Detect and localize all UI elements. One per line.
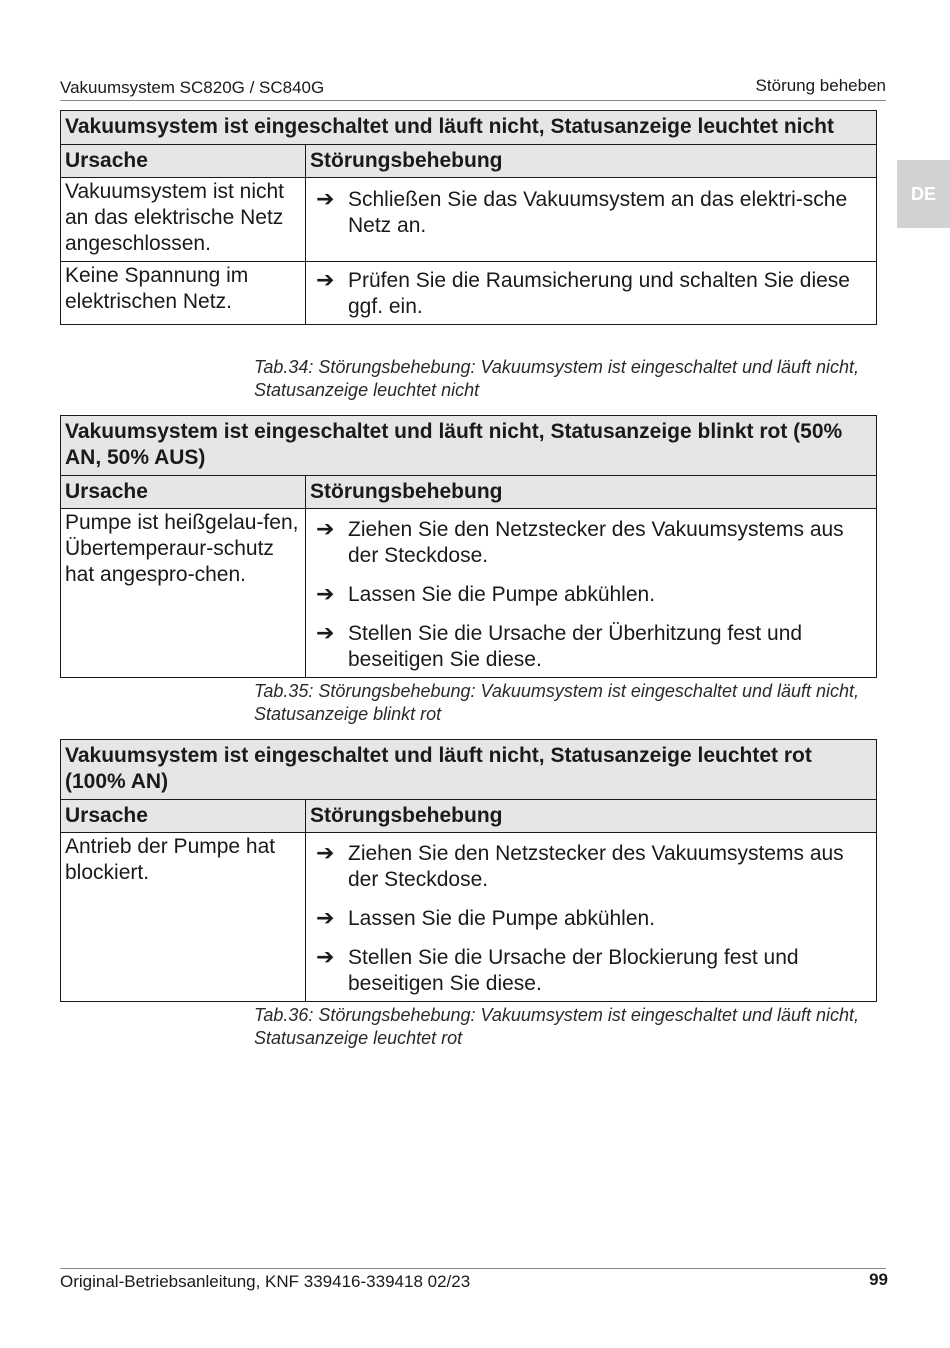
troubleshooting-table-34 (60, 110, 877, 325)
table-caption: Tab.35: Störungsbehebung: Vakuumsystem ist eingeschaltet und läuft nicht, Statusanzeige blinkt rot (254, 681, 860, 724)
column-header-remedy: Störungsbehebung (306, 800, 877, 833)
table-caption: Tab.36: Störungsbehebung: Vakuumsystem ist eingeschaltet und läuft nicht, Statusanzeige leuchtet rot (254, 1005, 860, 1048)
arrow-right-icon: ➔ (316, 187, 335, 212)
remedy-step (314, 582, 872, 608)
header-divider (60, 100, 886, 101)
remedy-step-text: Ziehen Sie den Netzstecker des Vakuumsystems aus der Steckdose. (348, 842, 844, 891)
table-row (61, 509, 877, 678)
arrow-right-icon: ➔ (316, 841, 335, 866)
table-row (61, 262, 877, 325)
remedy-step (314, 621, 872, 673)
cause-text: Keine Spannung im elektrischen Netz. (61, 262, 306, 325)
remedy-step-text: Prüfen Sie die Raumsicherung und schalten Sie diese ggf. ein. (348, 269, 850, 318)
running-header-title: Vakuumsystem SC820G / SC840G (60, 78, 325, 97)
remedy-cell (306, 178, 877, 262)
remedy-step-text: Ziehen Sie den Netzstecker des Vakuumsystems aus der Steckdose. (348, 518, 844, 567)
troubleshooting-table-36 (60, 739, 877, 1002)
remedy-step-text: Lassen Sie die Pumpe abkühlen. (348, 583, 656, 606)
arrow-right-icon: ➔ (316, 268, 335, 293)
remedy-step (314, 906, 872, 932)
table-title: Vakuumsystem ist eingeschaltet und läuft nicht, Statusanzeige blinkt rot (50% AN, 50% AUS) (61, 416, 877, 476)
language-tab: DE (897, 160, 950, 228)
page-number: 99 (869, 1270, 888, 1289)
remedy-cell (306, 509, 877, 678)
arrow-right-icon: ➔ (316, 906, 335, 931)
remedy-cell (306, 262, 877, 325)
table-caption: Tab.34: Störungsbehebung: Vakuumsystem ist eingeschaltet und läuft nicht, Statusanzeige leuchtet nicht (254, 357, 860, 400)
remedy-step (314, 268, 872, 320)
column-header-remedy: Störungsbehebung (306, 476, 877, 509)
footer-document-reference: Original-Betriebsanleitung, KNF 339416-339418 02/23 (60, 1272, 471, 1291)
remedy-cell (306, 833, 877, 1002)
remedy-step (314, 187, 872, 239)
troubleshooting-table-35 (60, 415, 877, 678)
table-row (61, 833, 877, 1002)
arrow-right-icon: ➔ (316, 945, 335, 970)
footer-divider (60, 1268, 886, 1269)
table-title: Vakuumsystem ist eingeschaltet und läuft nicht, Statusanzeige leuchtet nicht (61, 111, 877, 145)
remedy-step (314, 945, 872, 997)
column-header-remedy: Störungsbehebung (306, 145, 877, 178)
cause-text: Pumpe ist heißgelau-fen, Übertemperaur-schutz hat angespro-chen. (61, 509, 306, 678)
running-header-section: Störung beheben (755, 76, 886, 95)
remedy-step (314, 517, 872, 569)
remedy-step (314, 841, 872, 893)
arrow-right-icon: ➔ (316, 517, 335, 542)
remedy-step-text: Stellen Sie die Ursache der Überhitzung fest und beseitigen Sie diese. (348, 622, 803, 671)
column-header-cause: Ursache (61, 800, 306, 833)
cause-text: Antrieb der Pumpe hat blockiert. (61, 833, 306, 1002)
column-header-cause: Ursache (61, 476, 306, 509)
table-title: Vakuumsystem ist eingeschaltet und läuft nicht, Statusanzeige leuchtet rot (100% AN) (61, 740, 877, 800)
remedy-step-text: Schließen Sie das Vakuumsystem an das elektri-sche Netz an. (348, 188, 848, 237)
cause-text: Vakuumsystem ist nicht an das elektrische Netz angeschlossen. (61, 178, 306, 262)
column-header-cause: Ursache (61, 145, 306, 178)
table-row (61, 178, 877, 262)
remedy-step-text: Lassen Sie die Pumpe abkühlen. (348, 907, 656, 930)
arrow-right-icon: ➔ (316, 582, 335, 607)
arrow-right-icon: ➔ (316, 621, 335, 646)
remedy-step-text: Stellen Sie die Ursache der Blockierung fest und beseitigen Sie diese. (348, 946, 799, 995)
